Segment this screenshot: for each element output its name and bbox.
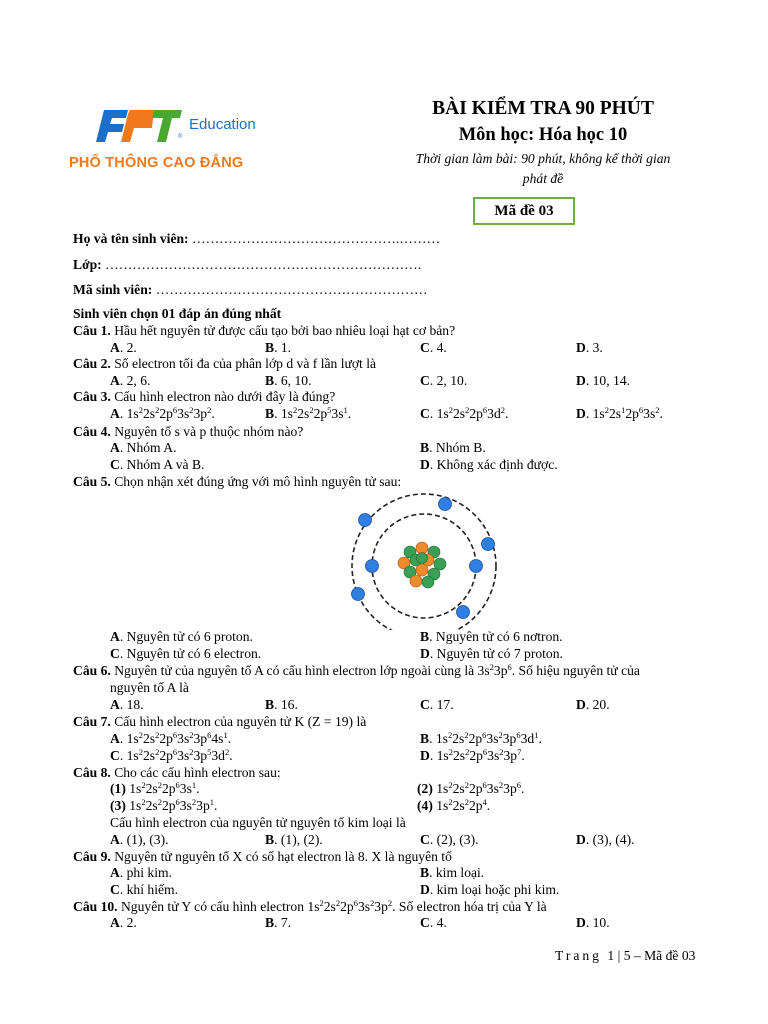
student-name-label: Họ và tên sinh viên: — [73, 231, 189, 246]
option-b: B. (1), (2). — [265, 832, 323, 847]
question-number: Câu 1. — [73, 323, 111, 338]
option-b: B. Nhóm B. — [420, 440, 486, 455]
question-4: Câu 4. Nguyên tố s và p thuộc nhóm nào? — [73, 424, 304, 439]
option-a: A. 2. — [110, 340, 137, 355]
option-c: C. $1s^22s^22p^63d^2$. — [420, 405, 509, 421]
option-b: B. $1s^22s^22p^53s^1$. — [265, 405, 352, 421]
student-id-dots: …………………………………………………… — [155, 282, 428, 297]
option-d: D. $1s^22s^22p^63s^23p^7$. — [420, 747, 525, 763]
question-9: Câu 9. Nguyên tử nguyên tố X có số hạt electron là 8. X là nguyên tố — [73, 849, 452, 864]
instruction: Sinh viên chọn 01 đáp án đúng nhất — [73, 306, 282, 321]
option-a: A. 18. — [110, 697, 144, 712]
config-4: (4) $1s^22s^22p^4$. — [417, 797, 491, 813]
footer-text: 1 | 5 – Mã đề 03 — [607, 948, 696, 963]
footer-prefix: Trang — [555, 948, 602, 963]
option-b: B. 7. — [265, 915, 292, 930]
option-d: D. 10, 14. — [576, 373, 631, 388]
option-b: B. Nguyên tử có 6 nơtron. — [420, 629, 563, 644]
page-footer — [555, 948, 695, 964]
option-a: A. phi kim. — [110, 865, 172, 880]
option-c: C. $1s^22s^22p^63s^23p^53d^2$. — [110, 747, 233, 763]
question-text: Hầu hết nguyên tử được cấu tạo bởi bao nhiêu loại hạt cơ bản? — [114, 323, 456, 338]
exam-code-box: Mã đề 03 — [473, 197, 575, 225]
fpt-education-logo — [92, 104, 272, 184]
exam-title: BÀI KIỂM TRA 90 PHÚT — [432, 98, 654, 119]
option-b: B. 16. — [265, 697, 298, 712]
duration-line-1: Thời gian làm bài: 90 phút, không kể thời gian — [415, 151, 671, 166]
option-d: D. $1s^22s^12p^63s^2$. — [576, 405, 663, 421]
option-c: C. Nhóm A và B. — [110, 457, 205, 472]
student-id-line — [73, 282, 428, 298]
option-b: B. 1. — [265, 340, 292, 355]
class-line — [73, 257, 421, 273]
duration-line-2: phát đề — [522, 171, 564, 186]
student-name-line — [73, 231, 440, 247]
question-2: Câu 2. Số electron tối đa của phân lớp d và f lần lượt là — [73, 356, 377, 371]
config-1: (1) $1s^22s^22p^63s^1$. — [110, 780, 200, 796]
question-6-line-2: nguyên tố A là — [110, 680, 189, 695]
option-d: D. 10. — [576, 915, 610, 930]
question-8-prompt: Cấu hình electron của nguyên tử nguyên tố kim loại là — [110, 815, 406, 830]
option-b: B. 6, 10. — [265, 373, 312, 388]
option-d: D. kim loại hoặc phi kim. — [420, 882, 560, 897]
option-c: C. 4. — [420, 915, 447, 930]
class-label: Lớp: — [73, 257, 102, 272]
option-a: A. 2. — [110, 915, 137, 930]
option-c: C. 2, 10. — [420, 373, 468, 388]
option-d: D. Nguyên tử có 7 proton. — [420, 646, 563, 661]
nucleus — [398, 542, 446, 588]
option-d: D. 20. — [576, 697, 610, 712]
option-b: B. $1s^22s^22p^63s^23p^63d^1$. — [420, 730, 542, 746]
option-a: A. Nhóm A. — [110, 440, 177, 455]
question-3: Câu 3. Cấu hình electron nào dưới đây là đúng? — [73, 389, 336, 404]
question-1 — [73, 323, 455, 339]
question-6: Câu 6. Nguyên tử của nguyên tố A có cấu hình electron lớp ngoài cùng là $3s^23p^6$. Số hiệu nguyên tử của — [73, 662, 640, 678]
option-c: C. 17. — [420, 697, 454, 712]
option-d: D. 3. — [576, 340, 603, 355]
config-2: (2) $1s^22s^22p^63s^23p^6$. — [417, 780, 525, 796]
option-c: C. (2), (3). — [420, 832, 479, 847]
option-d: D. (3), (4). — [576, 832, 635, 847]
option-a: A. $1s^22s^22p^63s^23p^2$. — [110, 405, 215, 421]
exam-duration — [390, 149, 696, 189]
school-brand: PHỔ THÔNG CAO ĐẲNG — [69, 155, 244, 171]
option-d: D. Không xác định được. — [420, 457, 558, 472]
svg-text:®: ® — [178, 134, 183, 140]
subject-title: Môn học: Hóa học 10 — [458, 125, 628, 145]
option-a: A. Nguyên tử có 6 proton. — [110, 629, 253, 644]
option-c: C. 4. — [420, 340, 447, 355]
option-a: A. $1s^22s^22p^63s^23p^64s^1$. — [110, 730, 232, 746]
svg-text:Education: Education — [189, 116, 256, 133]
config-3: (3) $1s^22s^22p^63s^23p^1$. — [110, 797, 218, 813]
option-c: C. Nguyên tử có 6 electron. — [110, 646, 262, 661]
option-a: A. (1), (3). — [110, 832, 169, 847]
student-id-label: Mã sinh viên: — [73, 282, 153, 297]
class-dots: ……………………………………………………………. — [105, 257, 422, 272]
student-name-dots: ……………………………………….……… — [191, 231, 441, 246]
question-7: Câu 7. Cấu hình electron của nguyên tử K (Z = 19) là — [73, 714, 367, 729]
question-10: Câu 10. Nguyên tử Y có cấu hình electron $1s^22s^22p^63s^23p^2$. Số electron hóa trị của Y là — [73, 898, 547, 914]
svg-text:FPT: FPT — [112, 135, 114, 136]
question-8: Câu 8. Cho các cấu hình electron sau: — [73, 765, 281, 780]
question-5: Câu 5. Chọn nhận xét đúng ứng với mô hình nguyên tử sau: — [73, 474, 402, 489]
option-a: A. 2, 6. — [110, 373, 151, 388]
option-b: B. kim loại. — [420, 865, 485, 880]
option-c: C. khí hiếm. — [110, 882, 178, 897]
atom-model-diagram — [338, 490, 508, 630]
